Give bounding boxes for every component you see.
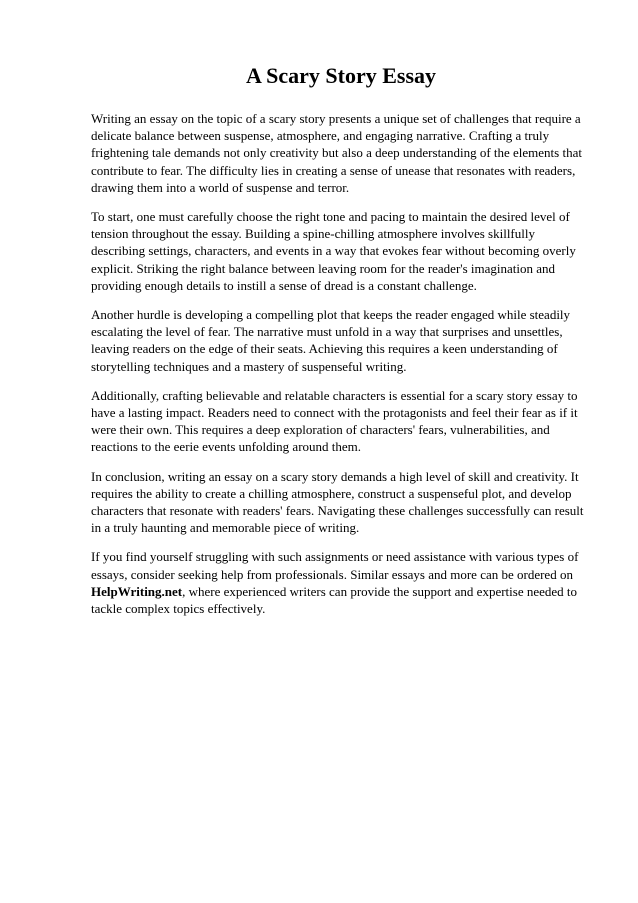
paragraph-4: Additionally, crafting believable and relatable characters is essential for a scary story essay to have a lasting impact. Readers need to connect with the protagonists and feel their fear as if it were their own. This requires a deep exploration of characters' fears, vulnerabilities, and reactions to the eerie events unfolding around them.: [91, 387, 578, 455]
paragraph-3: Another hurdle is developing a compelling plot that keeps the reader engaged while steadily escalating the level of fear. The narrative must unfold in a way that surprises and unsettles, leaving readers on the edge of their seats. Achieving this requires a keen understanding of storytelling techniques and a mastery of suspenseful writing.: [91, 307, 571, 374]
brand-link[interactable]: HelpWriting.net: [91, 583, 183, 599]
closing-text-after: , where experienced writers can provide the support and expertise needed to tackle complex topics effectively.: [91, 583, 578, 617]
paragraph-1: Writing an essay on the topic of a scary story presents a unique set of challenges that require a delicate balance between suspense, atmosphere, and engaging narrative. Crafting a truly frightening tale demands not only creativity but also a deep understanding of the elements that contribute to fear. The difficulty lies in creating a sense of unease that resonates with readers, drawing them into a world of suspense and terror.: [91, 111, 582, 195]
paragraph-2: To start, one must carefully choose the right tone and pacing to maintain the desired level of tension throughout the essay. Building a spine-chilling atmosphere involves skillfully describing settings, characters, and events in a way that evokes fear without becoming overly explicit. Striking the right balance between leaving room for the reader's imagination and providing enough details to instill a sense of dread is a constant challenge.: [91, 209, 576, 293]
closing-paragraph: [91, 548, 591, 617]
closing-text-before: If you find yourself struggling with such assignments or need assistance with various types of essays, consider seeking help from professionals. Similar essays and more can be ordered on: [91, 549, 579, 582]
document-title: A Scary Story Essay: [245, 63, 437, 88]
paragraph-5: In conclusion, writing an essay on a scary story demands a high level of skill and creativity. It requires the ability to create a chilling atmosphere, construct a suspenseful plot, and develop characters that resonate with readers' fears. Navigating these challenges successfully can result in a truly haunting and memorable piece of writing.: [91, 468, 584, 536]
